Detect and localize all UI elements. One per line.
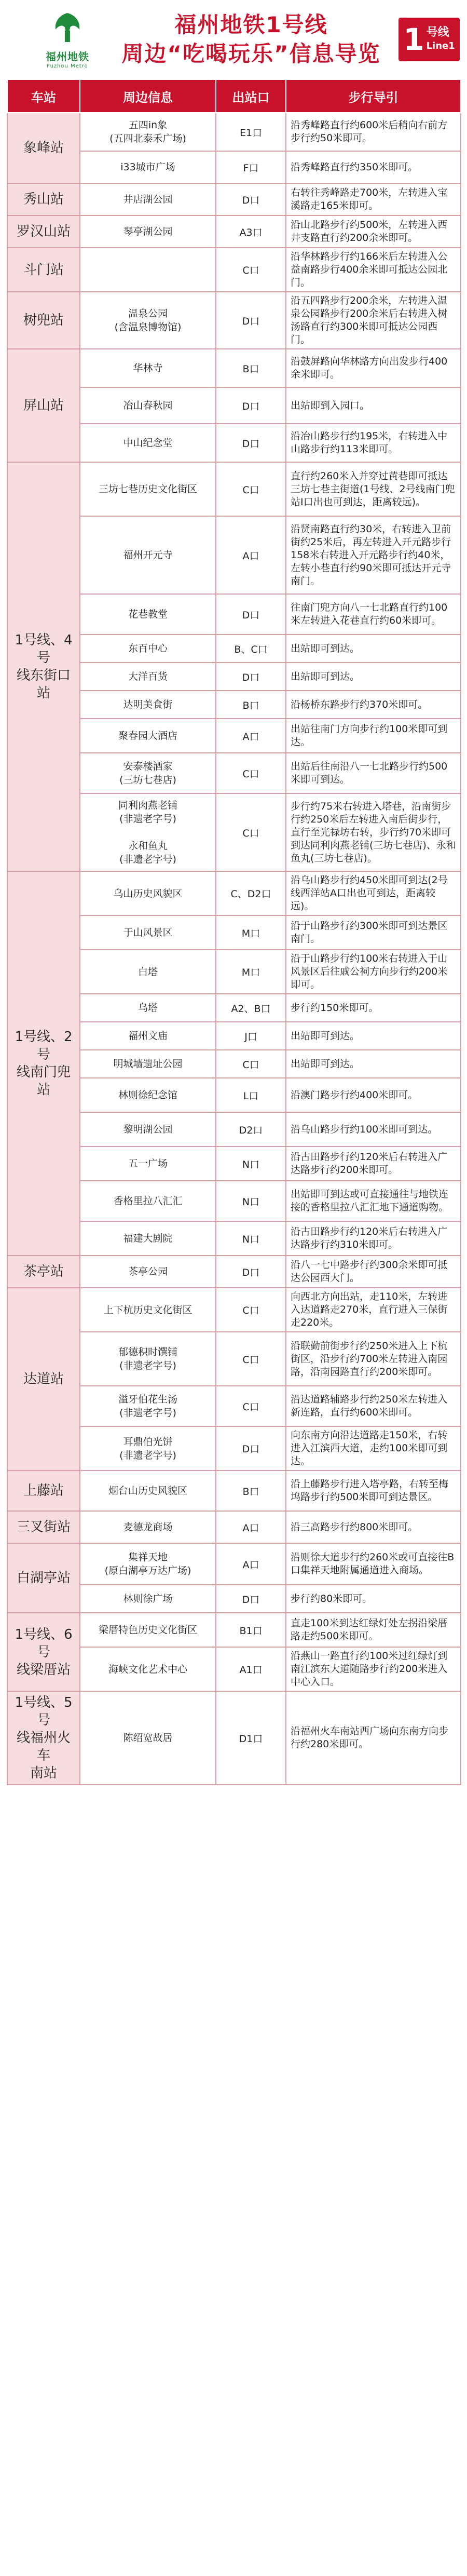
nearby-place: 大洋百货 (80, 663, 216, 691)
nearby-place: 三坊七巷历史文化街区 (80, 462, 216, 516)
table-header-row (7, 79, 461, 113)
exit-gate: M口 (216, 950, 286, 994)
exit-gate: M口 (216, 915, 286, 950)
walking-guide: 出站即可到达。 (286, 635, 461, 663)
walking-guide: 沿福州火车南站西广场向东南方向步行约280米即可。 (286, 1691, 461, 1785)
station-name: 屏山站 (7, 349, 80, 462)
table-row (7, 1613, 461, 1647)
exit-gate: D口 (216, 183, 286, 215)
line-badge (399, 18, 460, 61)
station-name: 1号线、4号 线东街口站 (7, 462, 80, 871)
line-label: 号线 (426, 26, 449, 39)
exit-gate: C口 (216, 1288, 286, 1332)
exit-gate: D口 (216, 1585, 286, 1613)
walking-guide: 出站即可到达或可直接通往与地铁连接的香格里拉八汇汇地下通道购物。 (286, 1181, 461, 1221)
station-name: 三叉街站 (7, 1511, 80, 1543)
exit-gate: C口 (216, 753, 286, 793)
nearby-place: 耳鼎伯光饼 (非遗老字号) (80, 1426, 216, 1471)
walking-guide: 沿乌山路步行约450米即可到达(2号线西洋站A口出也可到达，距离较远)。 (286, 871, 461, 915)
walking-guide: 沿于山路步行约300米即可到达景区南门。 (286, 915, 461, 950)
nearby-place: 井店湖公园 (80, 183, 216, 215)
station-name: 上藤站 (7, 1471, 80, 1511)
station-name: 1号线、6号 线梁厝站 (7, 1613, 80, 1691)
table-row (7, 248, 461, 292)
nearby-place: 五一广场 (80, 1147, 216, 1181)
exit-gate: C口 (216, 248, 286, 292)
station-name: 1号线、2号 线南门兜站 (7, 871, 80, 1256)
nearby-place: 福州开元寺 (80, 516, 216, 594)
exit-gate: B口 (216, 1471, 286, 1511)
station-name: 达道站 (7, 1288, 80, 1471)
station-name: 斗门站 (7, 248, 80, 292)
walking-guide: 沿燕山一路直行约100米过红绿灯到南江滨东大道随路步行约200米进入中心入口。 (286, 1647, 461, 1691)
nearby-place: 香格里拉八汇汇 (80, 1181, 216, 1221)
nearby-place: 聚春园大酒店 (80, 719, 216, 753)
walking-guide: 沿三高路步行约800米即可。 (286, 1511, 461, 1543)
nearby-place: 海峡文化艺术中心 (80, 1647, 216, 1691)
table-row (7, 292, 461, 349)
walking-guide: 沿鼓屏路向华林路方向出发步行400余米即可。 (286, 349, 461, 387)
table-row (7, 1288, 461, 1332)
exit-gate: D口 (216, 663, 286, 691)
walking-guide: 沿华林路步行约166米后左转进入公益南路步行400余米即可抵达公园北门。 (286, 248, 461, 292)
exit-gate: L口 (216, 1078, 286, 1112)
column-header-station: 车站 (7, 79, 80, 113)
nearby-place (80, 248, 216, 292)
exit-gate: C、D2口 (216, 871, 286, 915)
table-row (7, 1511, 461, 1543)
logo-english-name: Fuzhou Metro (47, 63, 88, 69)
page-title: 福州地铁1号线 (174, 12, 328, 37)
nearby-place: 明城墙遗址公园 (80, 1050, 216, 1078)
nearby-place: 达明美食街 (80, 691, 216, 719)
walking-guide: 沿古田路步行约120米后右转进入广达路步行约200米即可。 (286, 1147, 461, 1181)
nearby-place: 梁厝特色历史文化街区 (80, 1613, 216, 1647)
exit-gate: C口 (216, 1332, 286, 1386)
exit-gate: B、C口 (216, 635, 286, 663)
walking-guide: 出站后往南沿八一七北路步行约500米即可到达。 (286, 753, 461, 793)
table-body (7, 113, 461, 1785)
exit-gate: C口 (216, 1050, 286, 1078)
nearby-place: 乌山历史风貌区 (80, 871, 216, 915)
table-row (7, 1256, 461, 1288)
nearby-place: 于山风景区 (80, 915, 216, 950)
station-name: 秀山站 (7, 183, 80, 215)
nearby-place: 黎明湖公园 (80, 1112, 216, 1147)
header (0, 0, 467, 79)
title-block (104, 10, 399, 69)
nearby-place: 福建大剧院 (80, 1221, 216, 1256)
column-header-nearby: 周边信息 (80, 79, 216, 113)
nearby-place: 上下杭历史文化街区 (80, 1288, 216, 1332)
exit-gate: N口 (216, 1221, 286, 1256)
station-guide-table (7, 79, 461, 1785)
nearby-place: 白塔 (80, 950, 216, 994)
table-row (7, 215, 461, 248)
nearby-place: 温泉公园 (含温泉博物馆) (80, 292, 216, 349)
walking-guide: 沿达道路辅路步行约250米左转进入新连路，直行约600米即可。 (286, 1386, 461, 1426)
exit-gate: J口 (216, 1022, 286, 1050)
walking-guide: 沿山北路步行约500米，左转进入西井支路直行约200余米即可。 (286, 215, 461, 248)
walking-guide: 出站往南门方向步行约100米即可到达。 (286, 719, 461, 753)
exit-gate: A1口 (216, 1647, 286, 1691)
walking-guide: 沿五四路步行200余米，左转进入温泉公园路步行200余米后右转进入树汤路直行约300米即可抵达公园西门。 (286, 292, 461, 349)
walking-guide: 向西北方向出站，走110米，左转进入达道路走270米，直行进入三保街走220米。 (286, 1288, 461, 1332)
walking-guide: 直行约260米入并穿过黄巷即可抵达三坊七巷主街道(1号线、2号线南门兜站I口出也可到达，距离较远)。 (286, 462, 461, 516)
exit-gate: B口 (216, 691, 286, 719)
nearby-place: 东百中心 (80, 635, 216, 663)
exit-gate: E1口 (216, 113, 286, 151)
walking-guide: 直走100米到达红绿灯处左拐沿梁厝路走约500米即可。 (286, 1613, 461, 1647)
line-label-en: Line1 (426, 41, 455, 51)
exit-gate: D2口 (216, 1112, 286, 1147)
nearby-place: 麦德龙商场 (80, 1511, 216, 1543)
nearby-place: 福州文庙 (80, 1022, 216, 1050)
exit-gate: C口 (216, 1386, 286, 1426)
walking-guide: 沿秀峰路直行约350米即可。 (286, 151, 461, 183)
table-row (7, 871, 461, 915)
walking-guide: 沿则徐大道步行约260米或可直接往B口集祥天地附属通道进入商场。 (286, 1543, 461, 1585)
exit-gate: B口 (216, 349, 286, 387)
walking-guide: 出站即可到达。 (286, 1050, 461, 1078)
exit-gate: A3口 (216, 215, 286, 248)
exit-gate: A2、B口 (216, 994, 286, 1022)
table-row (7, 113, 461, 151)
walking-guide: 沿澳门路步行约400米即可。 (286, 1078, 461, 1112)
table-row (7, 183, 461, 215)
exit-gate: D口 (216, 292, 286, 349)
exit-gate: D口 (216, 594, 286, 635)
nearby-place: 琴亭湖公园 (80, 215, 216, 248)
walking-guide: 沿于山路步行约100米右转进入于山风景区后往戚公祠方向步行约200米即可。 (286, 950, 461, 994)
exit-gate: C口 (216, 462, 286, 516)
page-subtitle: 周边“吃喝玩乐”信息导览 (121, 41, 381, 66)
table-row (7, 349, 461, 387)
walking-guide: 向东南方向沿达道路走150米，右转进入江滨西大道，走约100米即可到达。 (286, 1426, 461, 1471)
exit-gate: D口 (216, 424, 286, 462)
station-name: 树兜站 (7, 292, 80, 349)
nearby-place: 乌塔 (80, 994, 216, 1022)
walking-guide: 沿联勤前街步行约250米进入上下杭街区，沿步行约700米左转进入南园路，沿南园路直行约200米即可。 (286, 1332, 461, 1386)
exit-gate: A口 (216, 516, 286, 594)
nearby-place: 安泰楼酒家 (三坊七巷店) (80, 753, 216, 793)
station-name: 象峰站 (7, 113, 80, 183)
exit-gate: A口 (216, 1511, 286, 1543)
walking-guide: 步行约75米右转进入塔巷，沿南街步行约250米后左转进入南后街步行，直行至光禄坊右转，步行约70米即可到达同利肉燕老铺(三坊七巷店)、永和鱼丸(三坊七巷店)。 (286, 793, 461, 871)
walking-guide: 沿秀峰路直行约600米后稍向右前方步行约50米即可。 (286, 113, 461, 151)
nearby-place: i33城市广场 (80, 151, 216, 183)
nearby-place: 郁德积时馔铺 (非遗老字号) (80, 1332, 216, 1386)
nearby-place: 五四in象 (五四北泰禾广场) (80, 113, 216, 151)
exit-gate: F口 (216, 151, 286, 183)
station-name: 罗汉山站 (7, 215, 80, 248)
nearby-place: 冶山春秋园 (80, 387, 216, 424)
station-name: 白湖亭站 (7, 1543, 80, 1613)
nearby-place: 华林寺 (80, 349, 216, 387)
table-row (7, 1691, 461, 1785)
walking-guide: 沿杨桥东路步行约370米即可。 (286, 691, 461, 719)
nearby-place: 烟台山历史风貌区 (80, 1471, 216, 1511)
walking-guide: 沿乌山路步行约100米即可到达。 (286, 1112, 461, 1147)
walking-guide: 出站即可到达。 (286, 663, 461, 691)
exit-gate: D口 (216, 387, 286, 424)
exit-gate: D口 (216, 1426, 286, 1471)
walking-guide: 沿上藤路步行进入塔亭路，右转至梅坞路步行约500米即可到达景区。 (286, 1471, 461, 1511)
walking-guide: 右转往秀峰路走700米，左转进入宝溪路走165米即可。 (286, 183, 461, 215)
exit-gate: D口 (216, 1256, 286, 1288)
walking-guide: 沿八一七中路步行约300余米即可抵达公园西大门。 (286, 1256, 461, 1288)
nearby-place: 集祥天地 (原白湖亭万达广场) (80, 1543, 216, 1585)
table-row (7, 1471, 461, 1511)
exit-gate: N口 (216, 1147, 286, 1181)
station-name: 茶亭站 (7, 1256, 80, 1288)
nearby-place: 林则徐广场 (80, 1585, 216, 1613)
exit-gate: B1口 (216, 1613, 286, 1647)
nearby-place: 中山纪念堂 (80, 424, 216, 462)
fuzhou-metro-logo (31, 8, 104, 71)
walking-guide: 出站即可到达。 (286, 1022, 461, 1050)
walking-guide: 出站即到入园口。 (286, 387, 461, 424)
nearby-place: 溢牙伯花生汤 (非遗老字号) (80, 1386, 216, 1426)
table-row (7, 462, 461, 516)
column-header-exit: 出站口 (216, 79, 286, 113)
nearby-place: 陈绍宽故居 (80, 1691, 216, 1785)
walking-guide: 沿冶山路步行约195米，右转进入中山路步行约113米即可。 (286, 424, 461, 462)
exit-gate: A口 (216, 719, 286, 753)
nearby-place: 茶亭公园 (80, 1256, 216, 1288)
walking-guide: 步行约80米即可。 (286, 1585, 461, 1613)
exit-gate: N口 (216, 1181, 286, 1221)
station-name: 1号线、5号 线福州火车 南站 (7, 1691, 80, 1785)
table-row (7, 1543, 461, 1585)
walking-guide: 沿古田路步行约120米后右转进入广达路步行约310米即可。 (286, 1221, 461, 1256)
walking-guide: 沿贤南路直行约30米，右转进入卫前街约25米后，再左转进入开元路步行158米右转进入开元路步行约40米，左转小巷直行约90米即可抵达开元寺南门。 (286, 516, 461, 594)
metro-tree-logo-icon (49, 10, 86, 46)
walking-guide: 往南门兜方向八一七北路直行约100米左转进入花巷直行约60米即可。 (286, 594, 461, 635)
line-number: 1 (403, 22, 424, 57)
column-header-guide: 步行导引 (286, 79, 461, 113)
logo-chinese-name: 福州地铁 (46, 50, 89, 63)
walking-guide: 步行约150米即可。 (286, 994, 461, 1022)
nearby-place: 花巷教堂 (80, 594, 216, 635)
nearby-place: 同利肉燕老铺 (非遗老字号) 永和鱼丸 (非遗老字号) (80, 793, 216, 871)
exit-gate: A口 (216, 1543, 286, 1585)
exit-gate: C口 (216, 793, 286, 871)
nearby-place: 林则徐纪念馆 (80, 1078, 216, 1112)
exit-gate: D1口 (216, 1691, 286, 1785)
